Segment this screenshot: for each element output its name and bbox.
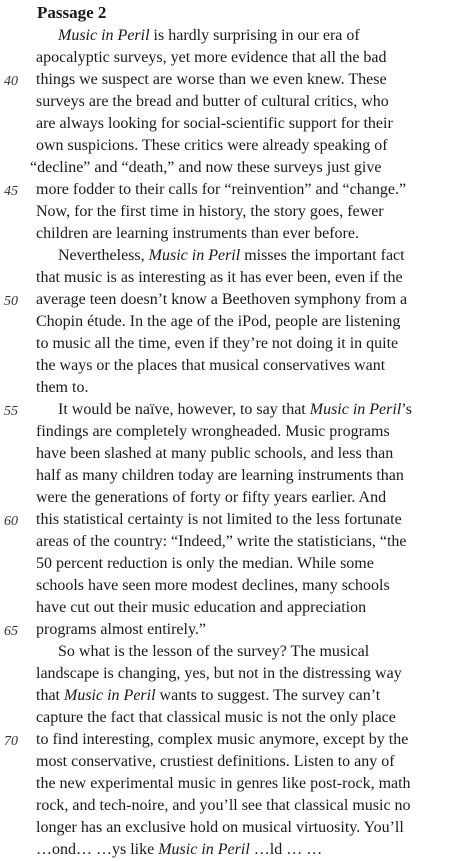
line-text: were the generations of forty or fifty years earlier. And: [36, 489, 387, 506]
passage-line: [36, 201, 446, 223]
passage-line: [36, 223, 446, 245]
line-text: capture the fact that classical music is not the only place: [36, 709, 396, 726]
line-text: Now, for the first time in history, the story goes, fewer: [36, 203, 384, 220]
line-text: the ways or the places that musical conservatives want: [36, 357, 386, 374]
passage-line: [36, 289, 446, 311]
passage-line: [36, 773, 446, 795]
passage-heading: Passage 2: [37, 3, 107, 22]
line-text: “decline” and “death,” and now these surveys just give: [30, 159, 382, 176]
line-text: to find interesting, complex music anymore, except by the: [36, 731, 409, 748]
line-text: wants to suggest. The survey can’t: [155, 687, 381, 704]
passage-line: [36, 443, 446, 465]
book-title: Music in Peril: [64, 687, 156, 704]
passage-line: [36, 421, 446, 443]
line-number: 50: [4, 294, 18, 309]
passage-line: [36, 179, 446, 201]
line-text: average teen doesn’t know a Beethoven symphony from a: [36, 291, 408, 308]
line-text: things we suspect are worse than we even knew. These: [36, 71, 387, 88]
passage-line: [58, 25, 468, 47]
passage-line: [58, 399, 468, 421]
line-number: 55: [4, 404, 18, 419]
line-text: …ond… …ys like: [36, 841, 159, 858]
passage-line: [36, 531, 446, 553]
line-text: So what is the lesson of the survey? The musical: [58, 643, 370, 660]
line-text: half as many children today are learning instruments than: [36, 467, 404, 484]
passage-line: [36, 69, 446, 91]
passage-line: [36, 487, 446, 509]
line-number: 70: [4, 734, 18, 749]
passage-line: [36, 751, 446, 773]
line-text: that: [36, 687, 64, 704]
line-number: 65: [4, 624, 18, 639]
line-text: findings are completely wrongheaded. Music programs: [36, 423, 390, 440]
book-title: Music in Peril: [158, 841, 250, 858]
line-text: apocalyptic surveys, yet more evidence that all the bad: [36, 49, 387, 66]
passage-line: [36, 465, 446, 487]
line-number: 40: [4, 74, 18, 89]
book-title: Music in Peril: [148, 247, 241, 264]
line-text: landscape is changing, yes, but not in the distressing way: [36, 665, 402, 682]
line-text: surveys are the bread and butter of cultural critics, who: [36, 93, 389, 110]
passage-line: [36, 817, 446, 839]
passage-line: [36, 509, 446, 531]
book-title: Music in Peril: [58, 27, 150, 44]
line-text: is hardly surprising in our era of: [149, 27, 360, 44]
passage-line: [36, 597, 446, 619]
passage-line: [36, 135, 446, 157]
line-text: are always looking for social-scientific support for their: [36, 115, 393, 132]
line-text: own suspicions. These critics were already speaking of: [36, 137, 388, 154]
line-text: rock, and tech-noire, and you’ll see that classical music no: [36, 797, 411, 814]
line-number: 45: [4, 184, 18, 199]
passage-line: [36, 575, 446, 597]
passage-line: [36, 795, 446, 817]
passage-line: [58, 245, 468, 267]
passage-line: [36, 377, 446, 399]
book-title: Music in Peril: [309, 401, 402, 418]
passage-line: [36, 685, 446, 707]
line-text: children are learning instruments than ever before.: [36, 225, 359, 242]
passage-line: [36, 47, 446, 69]
line-text: longer has an exclusive hold on musical virtuosity. You’ll: [36, 819, 404, 836]
line-text: have cut out their music education and appreciation: [36, 599, 367, 616]
line-text: that music is as interesting as it has ever been, even if the: [36, 269, 403, 286]
passage-line: [30, 157, 440, 179]
passage-line: [36, 91, 446, 113]
line-text: Nevertheless,: [58, 247, 149, 264]
line-text: misses the important fact: [240, 247, 405, 264]
line-text: ’s: [401, 401, 412, 418]
line-text: …ld … …: [249, 841, 323, 858]
line-text: most conservative, crustiest definitions. Listen to any of: [36, 753, 395, 770]
passage-line: [36, 729, 446, 751]
passage-line: [36, 267, 446, 289]
line-text: this statistical certainty is not limited to the less fortunate: [36, 511, 402, 528]
line-text: more fodder to their calls for “reinvention” and “change.”: [36, 181, 407, 198]
line-text: It would be naïve, however, to say that: [58, 401, 310, 418]
line-text: schools have seen more modest declines, many schools: [36, 577, 390, 594]
line-text: to music all the time, even if they’re not doing it in quite: [36, 335, 399, 352]
line-number: 60: [4, 514, 18, 529]
passage-line: [36, 553, 446, 575]
passage-line: [36, 113, 446, 135]
line-text: have been slashed at many public schools, and less than: [36, 445, 394, 462]
passage-line: [58, 641, 468, 663]
passage-line: [36, 333, 446, 355]
line-text: areas of the country: “Indeed,” write the statisticians, “the: [36, 533, 407, 550]
line-text: them to.: [36, 379, 89, 396]
passage-line: [36, 619, 446, 641]
passage-line: [36, 839, 446, 861]
line-text: Chopin étude. In the age of the iPod, people are listening: [36, 313, 401, 330]
line-text: the new experimental music in genres like post-rock, math: [36, 775, 411, 792]
passage-line: [36, 707, 446, 729]
passage-line: [36, 355, 446, 377]
line-text: 50 percent reduction is only the median. While some: [36, 555, 374, 572]
passage-line: [36, 311, 446, 333]
passage-line: [36, 663, 446, 685]
line-text: programs almost entirely.”: [36, 621, 207, 638]
